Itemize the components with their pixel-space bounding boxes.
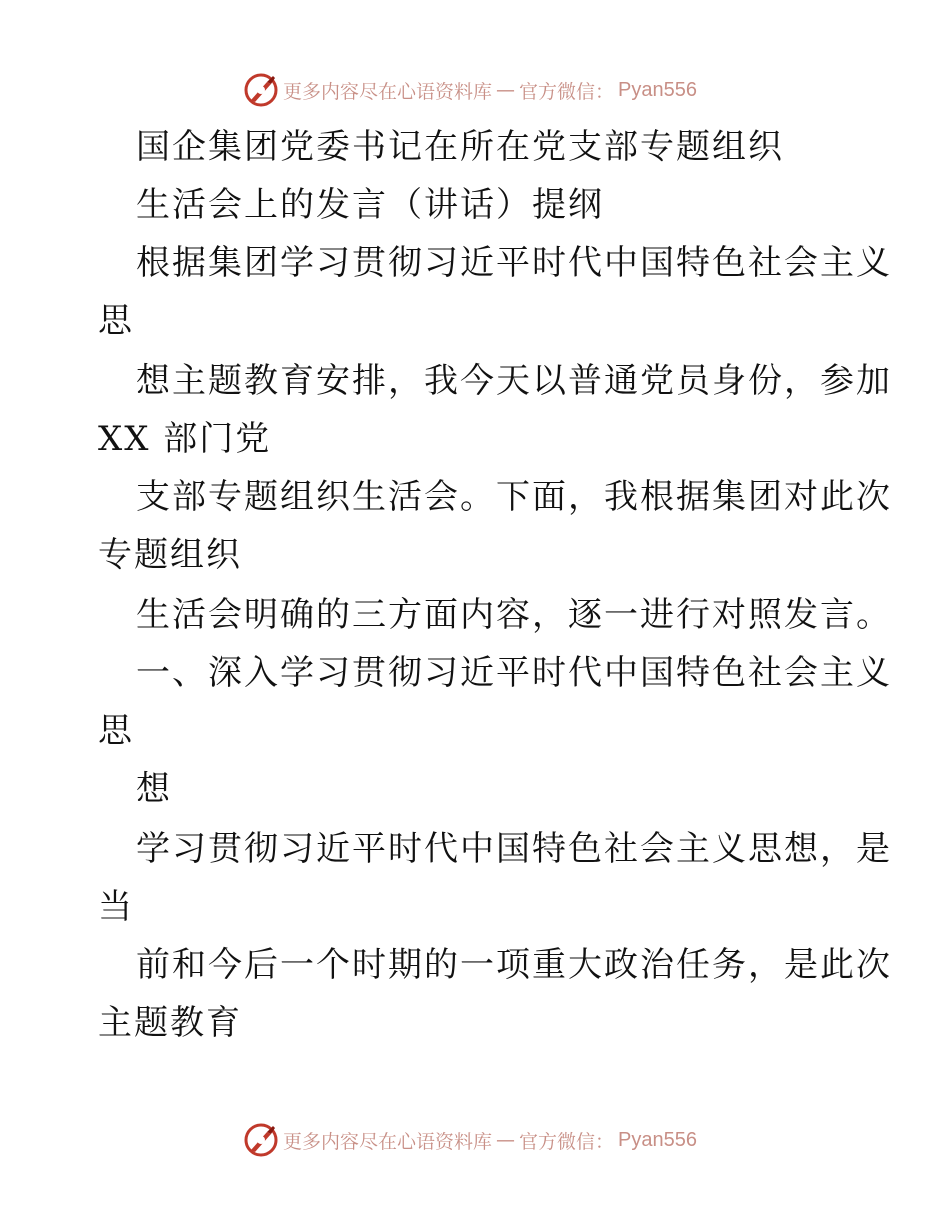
- paragraph-line: 思: [98, 301, 134, 341]
- watermark-site-text: 更多内容尽在心语资料库: [283, 80, 493, 103]
- paragraph-line: 想主题教育安排，我今天以普通党员身份，参加: [136, 361, 892, 401]
- watermark-group: [243, 1122, 697, 1158]
- quill-pen-circle-icon: [243, 1122, 279, 1158]
- section-heading-line: 思: [98, 711, 134, 751]
- section-heading-line: 一、深入学习贯彻习近平时代中国特色社会主义: [136, 653, 892, 693]
- header-watermark: [0, 70, 950, 110]
- paragraph-line: 专题组织: [98, 535, 242, 575]
- watermark-wechat-label: 官方微信：: [519, 1130, 615, 1153]
- title-line-2: 生活会上的发言（讲话）提纲: [136, 185, 604, 225]
- quill-pen-circle-icon: [243, 72, 279, 108]
- watermark-separator: —: [496, 79, 516, 101]
- watermark-site-text: 更多内容尽在心语资料库: [283, 1130, 493, 1153]
- footer-watermark: [0, 1120, 950, 1160]
- watermark-group: [243, 72, 697, 108]
- watermark-wechat-id: Pyan556: [618, 78, 697, 101]
- paragraph-line: 根据集团学习贯彻习近平时代中国特色社会主义: [136, 243, 892, 283]
- section-heading-line: 想: [136, 769, 172, 809]
- paragraph-line: 生活会明确的三方面内容，逐一进行对照发言。: [136, 595, 892, 635]
- paragraph-line: 支部专题组织生活会。下面，我根据集团对此次: [136, 477, 892, 517]
- paragraph-line: 当: [98, 887, 134, 927]
- watermark-wechat-id: Pyan556: [618, 1128, 697, 1151]
- paragraph-line: 学习贯彻习近平时代中国特色社会主义思想，是: [136, 829, 892, 869]
- watermark-separator: —: [496, 1129, 516, 1151]
- paragraph-line: XX 部门党: [98, 419, 272, 459]
- title-line-1: 国企集团党委书记在所在党支部专题组织: [136, 127, 784, 167]
- watermark-wechat-label: 官方微信：: [519, 80, 615, 103]
- paragraph-line: 主题教育: [98, 1003, 242, 1043]
- paragraph-line: 前和今后一个时期的一项重大政治任务，是此次: [136, 945, 892, 985]
